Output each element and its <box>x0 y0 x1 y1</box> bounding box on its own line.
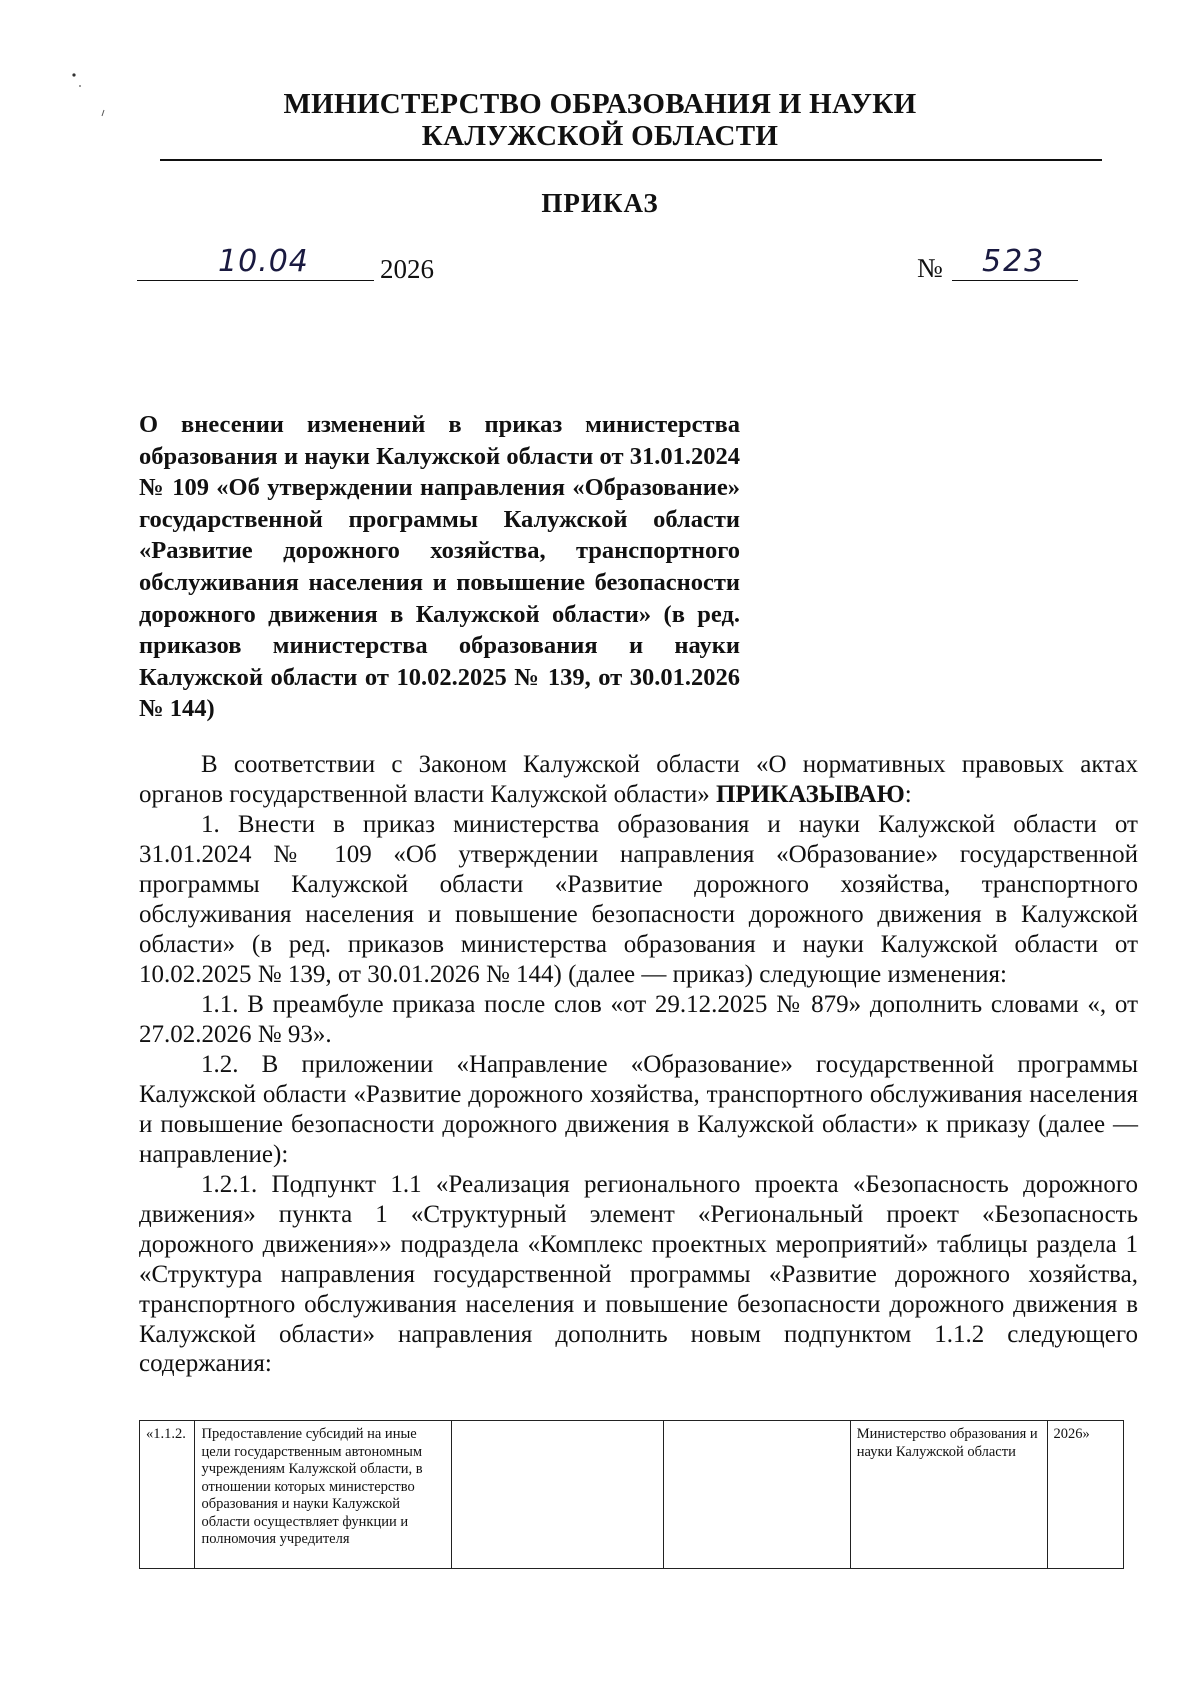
paragraph-1-2-1: 1.2.1. Подпункт 1.1 «Реализация регионального проекта «Безопасность дорожного движения» пункта 1 «Структурный элемент «Региональный проект «Безопасность дорожного движения»» подраздела «Комплекс проектных мероприятий» таблицы раздела 1 «Структура направления государственной программы «Развитие дорожного хозяйства, транспортного обслуживания населения и повышение безопасности дорожного движения в Калужской области» направления дополнить новым подпунктом 1.1.2 следующего содержания: <box>139 1171 1138 1378</box>
number-underline <box>952 280 1078 281</box>
date-underline <box>137 280 374 281</box>
amendment-table <box>139 1420 1124 1569</box>
order-keyword: ПРИКАЗЫВАЮ <box>715 780 905 808</box>
cell-responsible: Министерство образования и науки Калужской области <box>850 1421 1047 1569</box>
header-divider <box>160 159 1102 161</box>
paragraph-1: 1. Внести в приказ министерства образования и науки Калужской области от 31.01.2024 № 109 «Об утверждении направления «Образование» государственной программы Калужской области «Развитие дорожного хозяйства, транспортного обслуживания населения и повышение безопасности дорожного движения в Калужской области» (в ред. приказов министерства образования и науки Калужской области от 10.02.2025 № 139, от 30.01.2026 № 144) (далее — приказ) следующие изменения: <box>139 811 1138 988</box>
document-year: 2026 <box>380 254 434 284</box>
order-subject: О внесении изменений в приказ министерства образования и науки Калужской области от 31.01.2024 № 109 «Об утверждении направления «Образование» государственной программы Калужской области «Развитие дорожного хозяйства, транспортного обслуживания населения и повышение безопасности дорожного движения в Калужской области» (в ред. приказов министерства образования и науки Калужской области от 10.02.2025 № 139, от 30.01.2026 № 144) <box>139 411 740 723</box>
cell-empty-3 <box>451 1421 664 1569</box>
ministry-name-line2: КАЛУЖСКОЙ ОБЛАСТИ <box>421 120 779 152</box>
cell-task: Предоставление субсидий на иные цели государственным автономным учреждениям Калужской области, в отношении которых министерство образования и науки Калужской области осуществляет функции и полномочия учредителя <box>195 1421 451 1569</box>
table-row <box>140 1421 1124 1569</box>
cell-year: 2026» <box>1047 1421 1123 1569</box>
ministry-name-line1: МИНИСТЕРСТВО ОБРАЗОВАНИЯ И НАУКИ <box>283 88 917 120</box>
order-colon: : <box>904 780 912 808</box>
paragraph-1-1: 1.1. В преамбуле приказа после слов «от 29.12.2025 № 879» дополнить словами «, от 27.02.2026 № 93». <box>139 991 1138 1048</box>
paragraph-1-2: 1.2. В приложении «Направление «Образование» государственной программы Калужской области «Развитие дорожного хозяйства, транспортного обслуживания населения и повышение безопасности дорожного движения в Калужской области» к приказу (далее — направление): <box>139 1051 1138 1168</box>
document-type-title: ПРИКАЗ <box>541 188 659 218</box>
cell-number: «1.1.2. <box>140 1421 195 1569</box>
cell-empty-4 <box>664 1421 850 1569</box>
handwritten-date: 10.04 <box>218 244 309 279</box>
handwritten-number: 523 <box>982 244 1046 279</box>
preamble-paragraph <box>139 750 1138 810</box>
preamble-text: В соответствии с Законом Калужской области «О нормативных правовых актах органов государственной власти Калужской области» <box>139 751 1138 808</box>
number-sign: № <box>917 253 943 283</box>
